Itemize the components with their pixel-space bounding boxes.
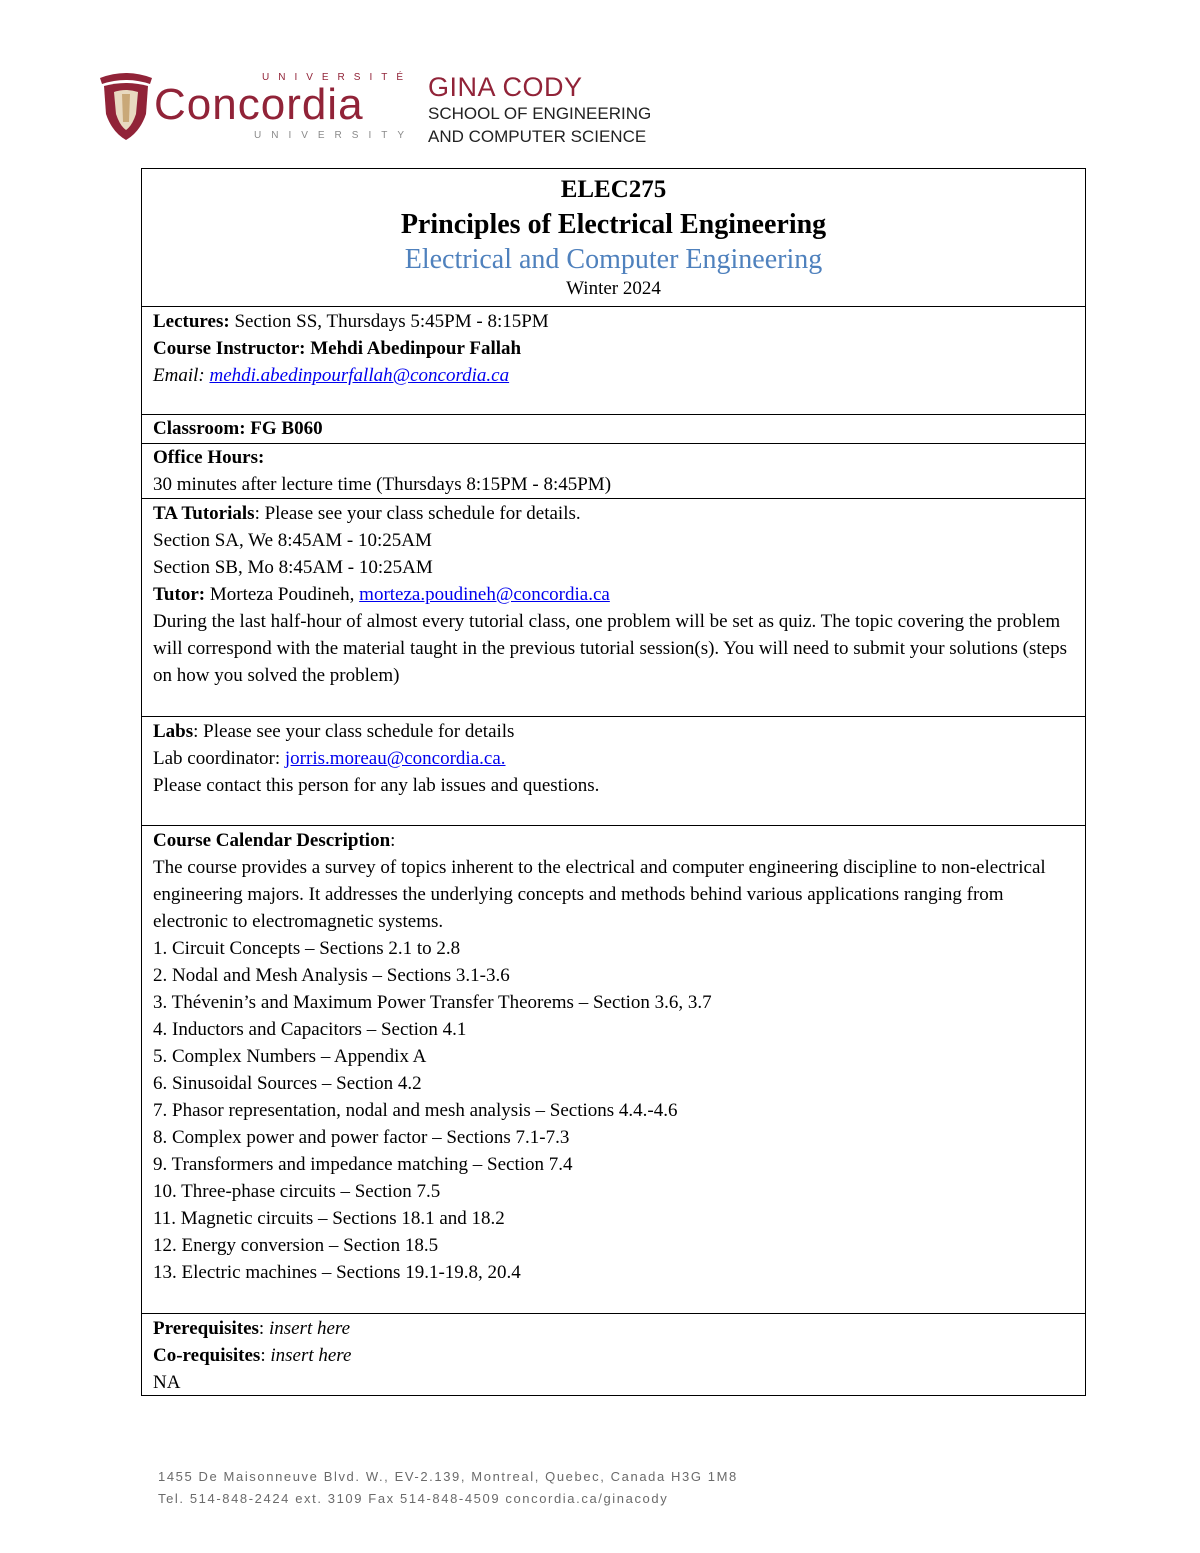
prerequisites-section (142, 1313, 1085, 1395)
school-name-line1: GINA CODY (428, 72, 583, 102)
course-calendar-section (142, 825, 1085, 1313)
course-header (142, 169, 1085, 306)
list-item: 13. Electric machines – Sections 19.1-19.8, 20.4 (153, 1262, 521, 1283)
prerequisites-label: Prerequisites (153, 1318, 259, 1339)
labs-label: Labs (153, 721, 194, 742)
lectures-section (142, 306, 1085, 414)
tutor-name: Morteza Poudineh, (205, 584, 360, 605)
course-outline-table (141, 168, 1086, 1396)
corequisites-value: insert here (270, 1345, 352, 1366)
office-hours-label: Office Hours: (153, 447, 265, 468)
lab-coordinator-label: Lab coordinator: (153, 748, 285, 769)
lab-coordinator-email-link[interactable]: jorris.moreau@concordia.ca. (284, 748, 506, 769)
course-code: ELEC275 (560, 176, 667, 203)
course-term: Winter 2024 (566, 278, 661, 299)
ta-tutorials-section (142, 498, 1085, 716)
list-item: 9. Transformers and impedance matching – Section 7.4 (153, 1154, 573, 1175)
instructor-label: Course Instructor: Mehdi Abedinpour Fallah (153, 338, 522, 359)
instructor-email-link[interactable]: mehdi.abedinpourfallah@concordia.ca (209, 365, 510, 386)
concordia-shield-icon (96, 70, 156, 142)
list-item: 11. Magnetic circuits – Sections 18.1 and 18.2 (153, 1208, 505, 1229)
prerequisites-value: insert here (268, 1318, 351, 1339)
list-item: 5. Complex Numbers – Appendix A (153, 1046, 427, 1067)
office-hours-section (142, 443, 1085, 498)
lectures-value: Section SS, Thursdays 5:45PM - 8:15PM (229, 311, 549, 332)
tutor-email-link[interactable]: morteza.poudineh@concordia.ca (359, 584, 610, 605)
prereq-na: NA (153, 1372, 181, 1393)
university-name: Concordia (154, 80, 364, 129)
labs-intro: : Please see your class schedule for details (193, 721, 515, 742)
calendar-label-colon: : (390, 830, 396, 851)
corequisites-colon: : (260, 1345, 271, 1366)
calendar-label: Course Calendar Description (153, 830, 391, 851)
list-item: 3. Thévenin’s and Maximum Power Transfer Theorems – Section 3.6, 3.7 (153, 992, 712, 1013)
list-item: 10. Three-phase circuits – Section 7.5 (153, 1181, 441, 1202)
prerequisites-colon: : (258, 1318, 269, 1339)
ta-tutorials-label: TA Tutorials (153, 503, 255, 524)
lectures-label: Lectures: (153, 311, 230, 332)
email-label: Email: (153, 365, 210, 386)
labs-section (142, 716, 1085, 825)
page-footer (158, 1466, 738, 1510)
department-name: Electrical and Computer Engineering (404, 244, 823, 275)
footer-address: 1455 De Maisonneuve Blvd. W., EV-2.139, Montreal, Quebec, Canada H3G 1M8 (158, 1469, 738, 1484)
school-name-line3: AND COMPUTER SCIENCE (428, 127, 647, 146)
university-english-label: UNIVERSITY (254, 130, 415, 141)
concordia-logo (96, 66, 716, 156)
list-item: 4. Inductors and Capacitors – Section 4.1 (153, 1019, 467, 1040)
list-item: 12. Energy conversion – Section 18.5 (153, 1235, 439, 1256)
instructor-email-line (153, 362, 1074, 389)
classroom-section (142, 414, 1085, 443)
instructor-line (153, 335, 1074, 362)
list-item: 8. Complex power and power factor – Sections 7.1-7.3 (153, 1127, 570, 1148)
office-hours-value: 30 minutes after lecture time (Thursdays 8:15PM - 8:45PM) (153, 474, 612, 495)
list-item: 2. Nodal and Mesh Analysis – Sections 3.1-3.6 (153, 965, 510, 986)
calendar-description: The course provides a survey of topics inherent to the electrical and computer engineering discipline to non-electrical engineering majors. It addresses the underlying concepts and methods behind various applications ranging from electronic to electromagnetic systems. (153, 857, 1046, 932)
ta-tutorials-intro: : Please see your class schedule for details. (254, 503, 581, 524)
corequisites-label: Co-requisites (153, 1345, 261, 1366)
list-item: 1. Circuit Concepts – Sections 2.1 to 2.8 (153, 938, 461, 959)
tutorial-quiz-description: During the last half-hour of almost every tutorial class, one problem will be set as quiz. The topic covering the problem will correspond with the material taught in the previous tutorial session(s). You will need to submit your solutions (steps on how you solved the problem) (153, 611, 1068, 686)
ta-section-a: Section SA, We 8:45AM - 10:25AM (153, 530, 432, 551)
classroom-label: Classroom: FG B060 (153, 418, 323, 439)
university-french-label: UNIVERSITÉ (262, 72, 413, 83)
school-name-line2: SCHOOL OF ENGINEERING (428, 104, 652, 123)
tutor-label: Tutor: (153, 584, 206, 605)
course-title: Principles of Electrical Engineering (400, 209, 827, 240)
ta-section-b: Section SB, Mo 8:45AM - 10:25AM (153, 557, 433, 578)
footer-contact: Tel. 514-848-2424 ext. 3109 Fax 514-848-4509 concordia.ca/ginacody (158, 1491, 669, 1506)
topic-list (153, 935, 1074, 1286)
lectures-line (153, 308, 1074, 335)
list-item: 7. Phasor representation, nodal and mesh analysis – Sections 4.4.-4.6 (153, 1100, 678, 1121)
labs-note: Please contact this person for any lab issues and questions. (153, 775, 600, 796)
list-item: 6. Sinusoidal Sources – Section 4.2 (153, 1073, 422, 1094)
